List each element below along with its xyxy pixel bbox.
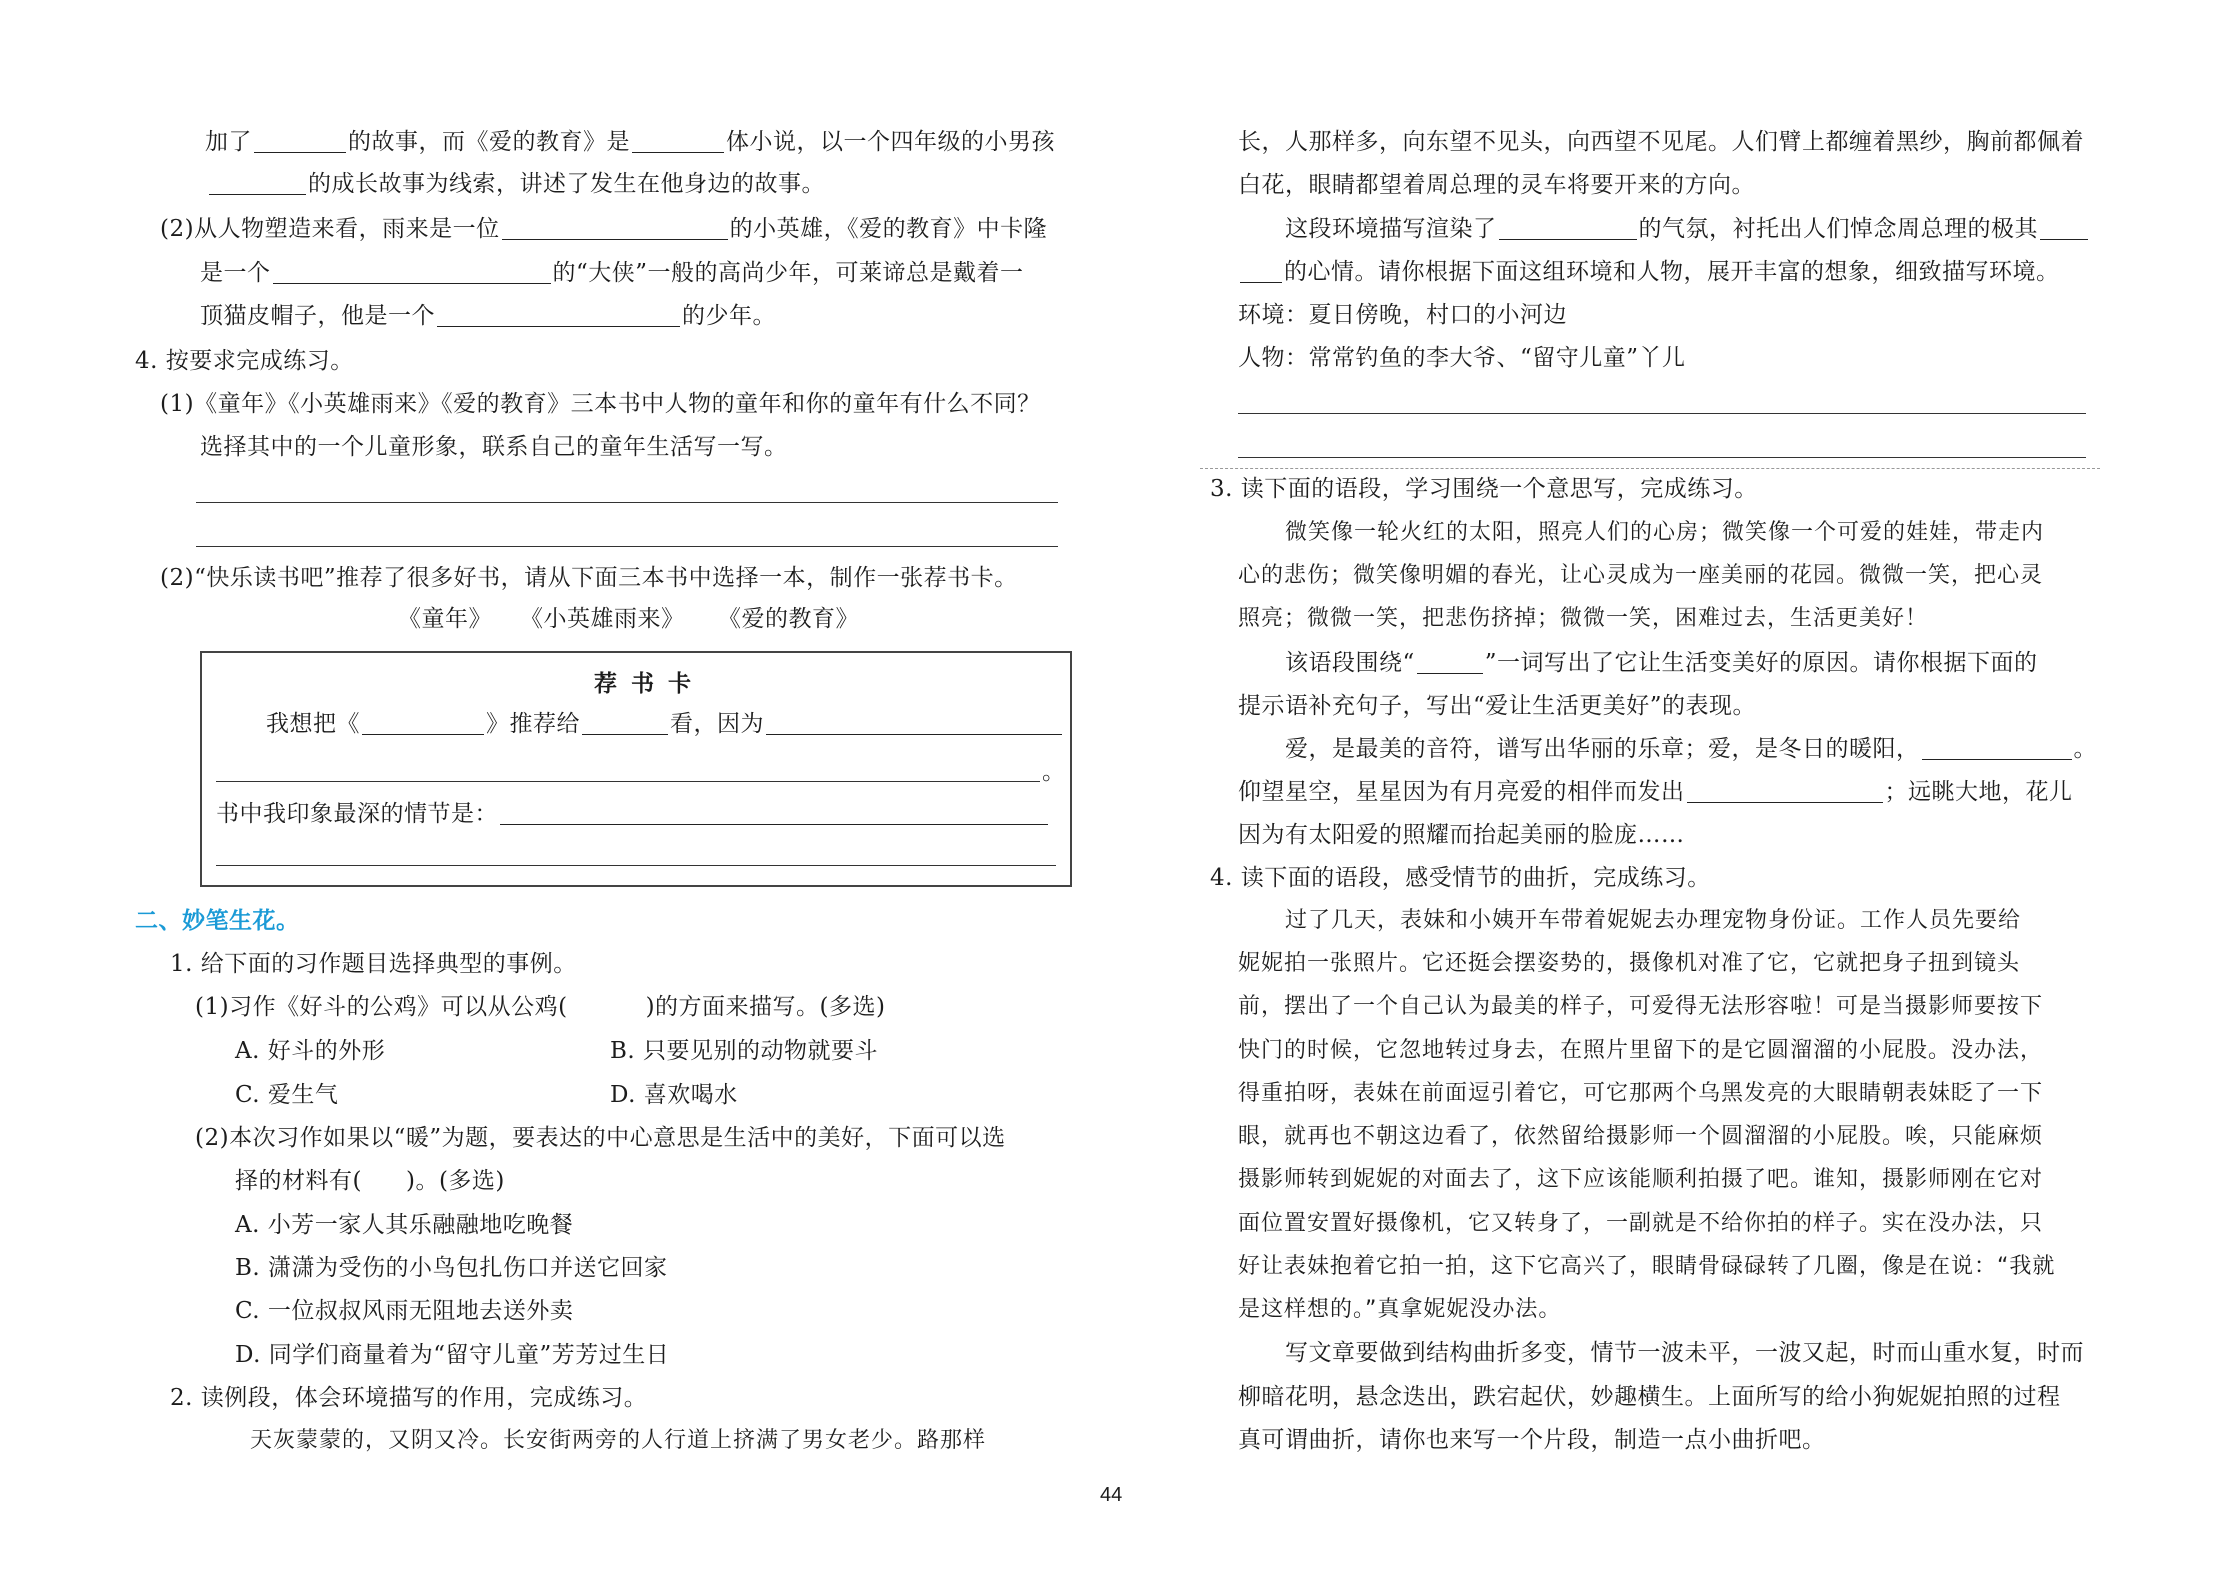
story-line: 好让表妹抱着它拍一拍，这下它高兴了，眼睛骨碌碌转了几圈，像是在说：“我就 [1238,1254,2056,1279]
fill-blank[interactable] [632,130,724,153]
story-line: 过了几天，表妹和小姨开车带着妮妮去办理宠物身份证。工作人员先要给 [1285,908,2022,933]
card-line: 书中我印象最深的情节是： [216,799,1050,829]
story-line: 面位置安置好摄像机，它又转身了，一副就是不给你拍的样子。实在没办法，只 [1238,1211,2044,1236]
question-1-2-cont: 择的材料有( )。(多选) [235,1168,505,1194]
fill-blank[interactable] [582,712,668,735]
fill-blank[interactable] [1417,651,1483,674]
text-line: 长，人那样多，向东望不见头，向西望不见尾。人们臂上都缠着黑纱，胸前都佩着 [1238,129,2084,155]
text-line: 白花，眼睛都望着周总理的灵车将要开来的方向。 [1238,172,1755,198]
question-2: 2. 读例段，体会环境描写的作用，完成练习。 [170,1385,648,1411]
book-option: 《爱的教育》 [718,606,859,632]
card-period: 。 [1042,759,1066,785]
question-4: 4. 读下面的语段，感受情节的曲折，完成练习。 [1210,865,1711,891]
option-d[interactable]: D. 喜欢喝水 [610,1082,738,1108]
fill-blank[interactable] [766,712,1062,735]
answer-line[interactable] [1238,413,2086,414]
text-line: 该语段围绕“ ”一词写出了它让生活变美好的原因。请你根据下面的 [1285,650,2038,676]
section-heading: 二、妙笔生花。 [135,908,300,934]
fill-blank[interactable] [1240,260,1282,283]
text-line: 爱，是最美的音符，谱写出华丽的乐章；爱，是冬日的暖阳， 。 [1285,736,2097,762]
quote-line: 心的悲伤；微笑像明媚的春光，让心灵成为一座美丽的花园。微微一笑，把心灵 [1238,563,2044,588]
text-line: 是一个 的“大侠”一般的高尚少年，可莱谛总是戴着一 [200,260,1024,286]
option-b[interactable]: B. 潇潇为受伤的小鸟包扎伤口并送它回家 [235,1255,668,1281]
option-b[interactable]: B. 只要见别的动物就要斗 [610,1038,879,1064]
book-option: 《童年》 [398,606,492,632]
text-line: 加了 的故事，而《爱的教育》是 体小说，以一个四年级的小男孩 [205,129,1055,155]
question-4-1-part2: (2)从人物塑造来看，雨来是一位 的小英雄，《爱的教育》中卡隆 [160,216,1048,242]
answer-line[interactable] [216,781,1040,782]
fill-blank[interactable] [254,130,346,153]
quote-line: 照亮；微微一笑，把悲伤挤掉；微微一笑，困难过去，生活更美好！ [1238,606,1929,631]
answer-line[interactable] [216,865,1056,866]
text-line: 提示语补充句子，写出“爱让生活更美好”的表现。 [1238,693,1757,719]
story-line: 妮妮拍一张照片。它还挺会摆姿势的，摄像机对准了它，它就把身子扭到镜头 [1238,951,2021,976]
option-a[interactable]: A. 小芳一家人其乐融融地吃晚餐 [235,1212,574,1238]
fill-blank[interactable] [502,217,728,240]
option-a[interactable]: A. 好斗的外形 [235,1038,386,1064]
book-option: 《小英雄雨来》 [520,606,685,632]
text-line: 真可谓曲折，请你也来写一个片段，制造一点小曲折吧。 [1238,1427,1826,1453]
question-4-1-cont: 选择其中的一个儿童形象，联系自己的童年生活写一写。 [200,434,788,460]
fill-blank[interactable] [362,712,484,735]
question-4: 4. 按要求完成练习。 [135,348,354,374]
fill-blank[interactable] [209,172,306,195]
question-4-1: (1)《童年》《小英雄雨来》《爱的教育》三本书中人物的童年和你的童年有什么不同？ [160,391,1041,417]
page-number: 44 [1100,1484,1123,1506]
text-line: 这段环境描写渲染了 的气氛，衬托出人们悼念周总理的极其 [1285,214,2090,244]
text-line: 因为有太阳爱的照耀而抬起美丽的脸庞…… [1238,822,1685,848]
story-line: 眼，就再也不朝这边看了，依然留给摄影师一个圆溜溜的小屁股。唉，只能麻烦 [1238,1124,2044,1149]
text-line: 的心情。请你根据下面这组环境和人物，展开丰富的想象，细致描写环境。 [1238,257,2060,287]
fill-blank[interactable] [1687,780,1883,803]
question-1-1: (1)习作《好斗的公鸡》可以从公鸡( )的方面来描写。(多选) [195,994,886,1020]
text-line: 柳暗花明，悬念迭出，跌宕起伏，妙趣横生。上面所写的给小狗妮妮拍照的过程 [1238,1384,2061,1410]
quote-line: 微笑像一轮火红的太阳，照亮人们的心房；微笑像一个可爱的娃娃，带走内 [1285,520,2045,545]
fill-blank[interactable] [437,304,680,327]
question-1-2: (2)本次习作如果以“暖”为题，要表达的中心意思是生活中的美好，下面可以选 [195,1125,1006,1151]
environment-line: 环境：夏日傍晚，村口的小河边 [1238,302,1567,328]
divider [1200,468,2100,469]
recommend-card [200,651,1072,887]
fill-blank[interactable] [273,261,551,284]
story-line: 快门的时候，它忽地转过身去，在照片里留下的是它圆溜溜的小屁股。没办法， [1238,1038,2044,1063]
option-c[interactable]: C. 一位叔叔风雨无阻地去送外卖 [235,1298,574,1324]
option-c[interactable]: C. 爱生气 [235,1082,339,1108]
story-line: 得重拍呀，表妹在前面逗引着它，可它那两个乌黑发亮的大眼睛朝表妹眨了一下 [1238,1081,2044,1106]
text-line: 顶猫皮帽子，他是一个 的少年。 [200,303,776,329]
answer-line[interactable] [196,502,1058,503]
story-line: 是这样想的。”真拿妮妮没办法。 [1238,1297,1562,1322]
question-1: 1. 给下面的习作题目选择典型的事例。 [170,951,577,977]
text-line: 写文章要做到结构曲折多变，情节一波未平，一波又起，时而山重水复，时而 [1285,1340,2084,1366]
example-paragraph: 天灰蒙蒙的，又阴又冷。长安街两旁的人行道上挤满了男女老少。路那样 [250,1428,987,1453]
option-d[interactable]: D. 同学们商量着为“留守儿童”芳芳过生日 [235,1342,670,1368]
story-line: 前，摆出了一个自己认为最美的样子，可爱得无法形容啦！可是当摄影师要按下 [1238,994,2044,1019]
story-line: 摄影师转到妮妮的对面去了，这下应该能顺利拍摄了吧。谁知，摄影师刚在它对 [1238,1167,2044,1192]
answer-line[interactable] [196,546,1058,547]
people-line: 人物：常常钓鱼的李大爷、“留守儿童”丫儿 [1238,345,1686,371]
fill-blank[interactable] [1499,217,1637,240]
fill-blank[interactable] [1922,737,2072,760]
question-3: 3. 读下面的语段，学习围绕一个意思写，完成练习。 [1210,476,1758,502]
fill-blank[interactable] [500,802,1048,825]
fill-blank[interactable] [2040,217,2088,240]
answer-line[interactable] [1238,457,2086,458]
card-line: 我想把《 》推荐给 看，因为 [266,709,1064,739]
text-line: 的成长故事为线索，讲述了发生在他身边的故事。 [207,169,825,199]
card-title: 荐 书 卡 [594,670,695,697]
text-line: 仰望星空，星星因为有月亮爱的相伴而发出 ；远眺大地，花儿 [1238,779,2073,805]
question-4-2: (2)“快乐读书吧”推荐了很多好书，请从下面三本书中选择一本，制作一张荐书卡。 [160,565,1018,591]
